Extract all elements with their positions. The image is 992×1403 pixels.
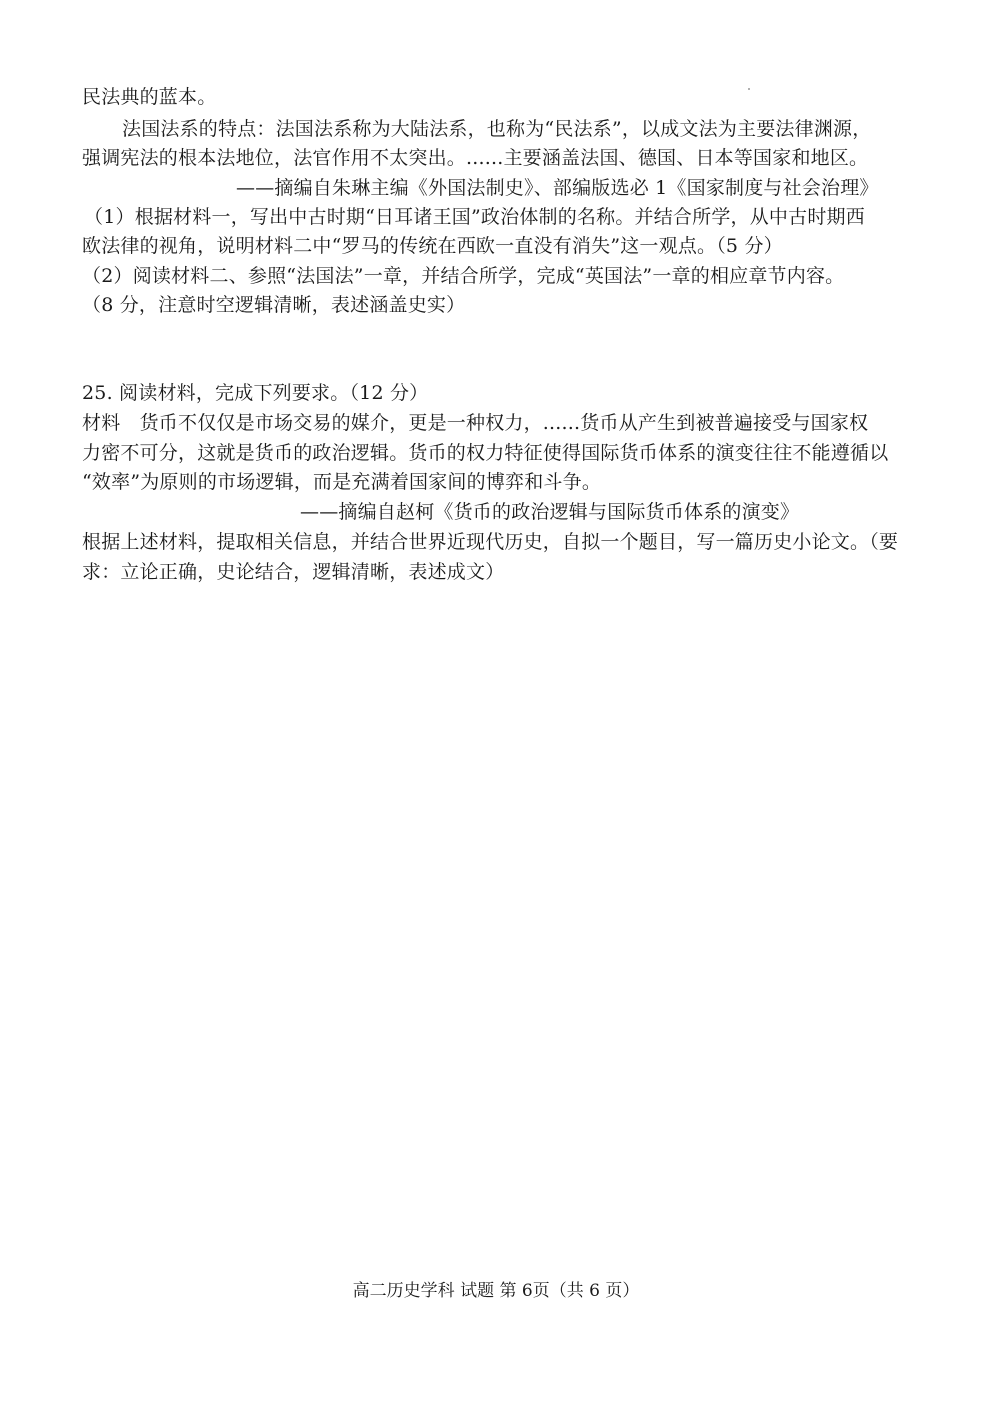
source-citation-1: ——摘编自朱琳主编《外国法制史》、部编版选必 1《国家制度与社会治理》 — [236, 177, 879, 199]
page-footer: 高二历史学科 试题 第 6页（共 6 页） — [352, 1281, 640, 1301]
task-line-1: 根据上述材料，提取相关信息，并结合世界近现代历史，自拟一个题目，写一篇历史小论文。（要 — [82, 531, 899, 553]
text-line-2: 法国法系的特点：法国法系称为大陆法系，也称为“民法系”，以成文法为主要法律渊源， — [122, 118, 872, 140]
question-2-line-1: （2）阅读材料二、参照“法国法”一章，并结合所学，完成“英国法”一章的相应章节内容。 — [82, 265, 845, 287]
material-line-2: 力密不可分，这就是货币的政治逻辑。货币的权力特征使得国际货币体系的演变往往不能遵循以 — [82, 442, 889, 464]
task-line-2: 求：立论正确，史论结合，逻辑清晰，表述成文） — [82, 561, 505, 583]
text-line-3: 强调宪法的根本法地位，法官作用不太突出。......主要涵盖法国、德国、日本等国家和地区。 — [82, 147, 869, 169]
question-1-line-2: 欧法律的视角，说明材料二中“罗马的传统在西欧一直没有消失”这一观点。（5 分） — [82, 235, 783, 257]
question-2-line-2: （8 分，注意时空逻辑清晰，表述涵盖史实） — [82, 294, 466, 316]
question-25-heading: 25. 阅读材料，完成下列要求。（12 分） — [82, 382, 429, 404]
text-line-1: 民法典的蓝本。 — [82, 86, 217, 108]
scan-speck — [748, 88, 750, 90]
material-line-3: “效率”为原则的市场逻辑，而是充满着国家间的博弈和斗争。 — [82, 471, 602, 493]
material-line-1: 材料 货币不仅仅是市场交易的媒介，更是一种权力，......货币从产生到被普遍接受与国家权 — [82, 412, 869, 434]
source-citation-2: ——摘编自赵柯《货币的政治逻辑与国际货币体系的演变》 — [300, 501, 800, 523]
question-1-line-1: （1）根据材料一，写出中古时期“日耳诸王国”政治体制的名称。并结合所学，从中古时期西 — [84, 206, 865, 228]
